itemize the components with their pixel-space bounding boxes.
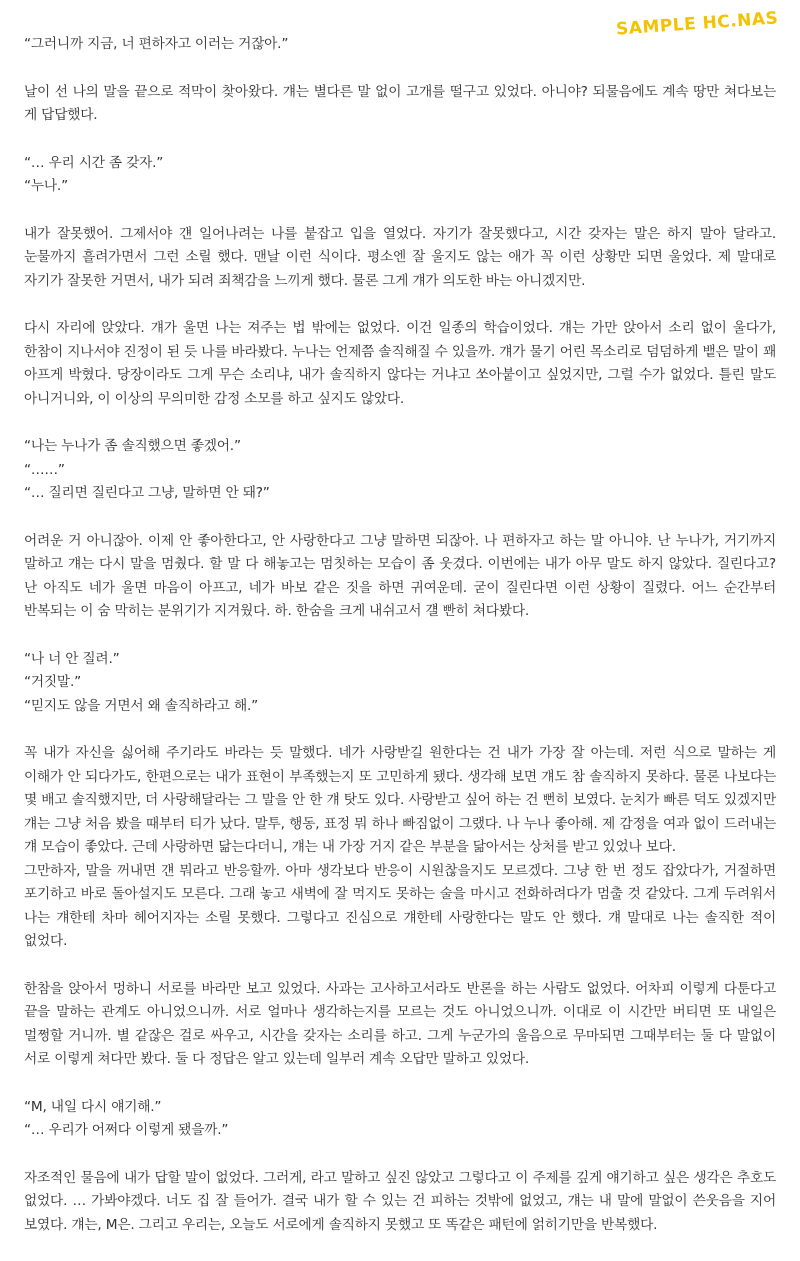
text-line: “M, 내일 다시 얘기해.” (24, 1098, 162, 1115)
paragraph (24, 1167, 776, 1238)
text-line: 자조적인 물음에 내가 답할 말이 없었다. 그러게, 라고 말하고 싶진 않았고 그렇다고 이 주제를 깊게 얘기하고 싶은 생각은 추호도 없었다. … 가봐야겠다. 너도 집 잘 들어가. 결국 내가 할 수 있는 건 피하는 것밖에 없었고, 걔는 내 말에 말없이 쓴웃음을 지어 보였다. 걔는, M은. 그리고 우리는, 오늘도 서로에게 솔직하지 못했고 또 똑같은 패턴에 얽히기만을 반복했다. (24, 1169, 776, 1233)
text-line: “……” (24, 461, 65, 478)
sample-watermark: SAMPLE HC.NAS (615, 8, 779, 40)
paragraph (24, 742, 776, 954)
paragraph (24, 33, 776, 57)
paragraph (24, 530, 776, 624)
text-line: “… 우리 시간 좀 갖자.” (24, 154, 164, 171)
paragraph (24, 435, 776, 506)
text-line: “… 질리면 질린다고 그냥, 말하면 안 돼?” (24, 485, 270, 501)
text-line: “그러니까 지금, 너 편하자고 이러는 거잖아.” (24, 36, 289, 52)
paragraph (24, 81, 776, 128)
text-line: 꼭 내가 자신을 싫어해 주기라도 바라는 듯 말했다. 네가 사랑받길 원한다는 건 내가 가장 잘 아는데. 저런 식으로 말하는 게 이해가 안 되다가도, 한편으로는 내가 표현이 부족했는지 또 고민하게 됐다. 생각해 보면 걔도 참 솔직하지 못하다. 물론 나보다는 몇 배고 솔직했지만, 더 사랑해달라는 그 말을 안 한 걔 탓도 있다. 사랑받고 싶어 하는 건 뻔히 보였다. 눈치가 빠른 덕도 있겠지만 걔는 그냥 처음 봤을 때부터 티가 났다. 말투, 행동, 표정 뭐 하나 빠짐없이 그랬다. 나 누나 좋아해. 제 감정을 여과 없이 드러내는 걔 모습이 좋았다. 근데 사랑하면 닮는다더니, 걔는 내 가장 거지 같은 부분을 닮아서는 상처를 받고 있었나 보다. (24, 745, 776, 855)
text-line: 한참을 앉아서 멍하니 서로를 바라만 보고 있었다. 사과는 고사하고서라도 반론을 하는 사람도 없었다. 어차피 이렇게 다툰다고 끝을 말하는 관계도 아니었으니까. 서로 얼마나 생각하는지를 모르는 것도 아니었으니까. 이대로 이 시간만 버티면 또 내일은 멀쩡할 거니까. 별 같잖은 걸로 싸우고, 시간을 갖자는 소리를 하고. 그게 누군가의 울음으로 무마되면 그때부터는 둘 다 말없이 서로 이렇게 쳐다만 봤다. 둘 다 정답은 알고 있는데 일부러 계속 오답만 말하고 있었다. (24, 980, 776, 1067)
text-line: 그만하자, 말을 꺼내면 걘 뭐라고 반응할까. 아마 생각보다 반응이 시원찮을지도 모르겠다. 그냥 한 번 정도 잡았다가, 거절하면 포기하고 바로 돌아설지도 모른다. 그래 놓고 새벽에 잘 먹지도 못하는 술을 마시고 전화하려다가 멈출 것 같았다. 그게 두려워서 나는 걔한테 차마 헤어지자는 소릴 못했다. 그렇다고 진심으로 걔한테 사랑한다는 말도 안 했다. 걔 말대로 나는 솔직한 적이 없었다. (24, 862, 776, 949)
paragraph (24, 223, 776, 294)
paragraph (24, 978, 776, 1072)
paragraph (24, 152, 776, 199)
text-line: 어려운 거 아니잖아. 이제 안 좋아한다고, 안 사랑한다고 그냥 말하면 되잖아. 나 편하자고 하는 말 아니야. 난 누나가, 거기까지 말하고 걔는 다시 말을 멈췄다. 할 말 다 해놓고는 멈칫하는 모습이 좀 웃겼다. 이번에는 내가 아무 말도 하지 않았다. 질린다고? 난 아직도 네가 울면 마음이 아프고, 네가 바보 같은 짓을 하면 귀여운데. 굳이 질린다면 이런 상황이 질렸다. 어느 순간부터 반복되는 이 숨 막히는 분위기가 지겨웠다. 하. 한숨을 크게 내쉬고서 걜 빤히 쳐다봤다. (24, 532, 776, 619)
paragraph (24, 1096, 776, 1143)
story-body (24, 33, 776, 1261)
paragraph (24, 648, 776, 719)
text-line: “나는 누나가 좀 솔직했으면 좋겠어.” (24, 438, 241, 454)
text-line: 다시 자리에 앉았다. 걔가 울면 나는 져주는 법 밖에는 없었다. 이건 일종의 학습이었다. 걔는 가만 앉아서 소리 없이 울다가, 한참이 지나서야 진정이 된 듯 나를 바라봤다. 누나는 언제쯤 솔직해질 수 있을까. 걔가 물기 어린 목소리로 덤덤하게 뱉은 말이 꽤 아프게 박혔다. 당장이라도 그게 무슨 소리냐, 내가 솔직하지 않다는 거냐고 쏘아붙이고 싶었지만, 그럴 수가 없었다. 틀린 말도 아니거니와, 이 이상의 무의미한 감정 소모를 하고 싶지도 않았다. (24, 320, 776, 407)
text-line: “… 우리가 어쩌다 이렇게 됐을까.” (24, 1122, 229, 1138)
paragraph (24, 317, 776, 411)
text-line: “거짓말.” (24, 674, 81, 690)
text-line: “믿지도 않을 거면서 왜 솔직하라고 해.” (24, 697, 259, 714)
text-line: 날이 선 나의 말을 끝으로 적막이 찾아왔다. 걔는 별다른 말 없이 고개를 떨구고 있었다. 아니야? 되물음에도 계속 땅만 쳐다보는 게 답답했다. (24, 83, 776, 123)
text-line: “나 너 안 질려.” (24, 650, 120, 667)
text-line: “누나.” (24, 178, 68, 194)
text-line: 내가 잘못했어. 그제서야 걘 일어나려는 나를 붙잡고 입을 열었다. 자기가 잘못했다고, 시간 갖자는 말은 하지 말아 달라고. 눈물까지 흘려가면서 그런 소릴 했다. 맨날 이런 식이다. 평소엔 잘 울지도 않는 애가 꼭 이런 상황만 되면 울었다. 제 말대로 자기가 잘못한 거면서, 내가 되려 죄책감을 느끼게 했다. 물론 그게 걔가 의도한 바는 아니겠지만. (24, 225, 776, 289)
